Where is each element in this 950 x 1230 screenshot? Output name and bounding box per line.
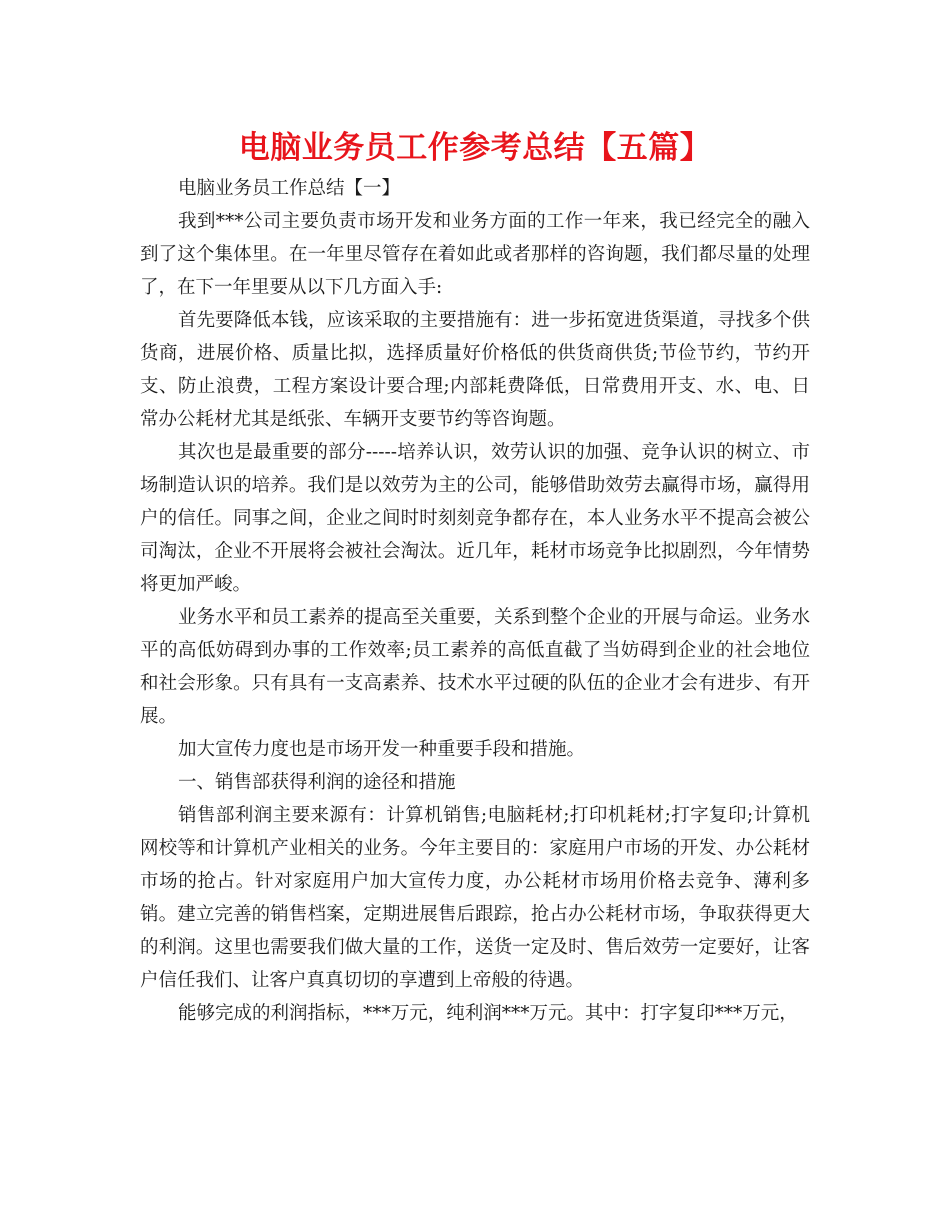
paragraph-profit-sources: 销售部利润主要来源有：计算机销售;电脑耗材;打印机耗材;打字复印;计算机网校等和计算机产业相关的业务。今年主要目的：家庭用户市场的开发、办公耗材市场的抢占。针对家庭用户加大宣传力度，办公耗材市场用价格去竞争、薄利多销。建立完善的销售档案，定期进展售后跟踪，抢占办公耗材市场，争取获得更大的利润。这里也需要我们做大量的工作，送货一定及时、售后效劳一定要好，让客户信任我们、让客户真真切切的享遭到上帝般的待遇。 bbox=[140, 805, 810, 991]
section-subtitle: 电脑业务员工作总结【一】 bbox=[178, 178, 401, 199]
document-title: 电脑业务员工作参考总结【五篇】 bbox=[238, 130, 712, 166]
paragraph-publicity: 加大宣传力度也是市场开发一种重要手段和措施。 bbox=[178, 739, 586, 760]
paragraph-staff-quality: 业务水平和员工素养的提高至关重要，关系到整个企业的开展与命运。业务水平的高低妨碍到办事的工作效率;员工素养的高低直截了当妨碍到企业的社会地位和社会形象。只有具有一支高素养、技术水平过硬的队伍的企业才会有进步、有开展。 bbox=[140, 607, 810, 727]
paragraph-intro: 我到***公司主要负责市场开发和业务方面的工作一年来，我已经完全的融入到了这个集体里。在一年里尽管存在着如此或者那样的咨询题，我们都尽量的处理了，在下一年里要从以下几方面入手: bbox=[140, 211, 810, 298]
paragraph-profit-target: 能够完成的利润指标，***万元，纯利润***万元。其中：打字复印***万元， bbox=[178, 1003, 798, 1024]
paragraph-awareness: 其次也是最重要的部分-----培养认识，效劳认识的加强、竞争认识的树立、市场制造认识的培养。我们是以效劳为主的公司，能够借助效劳去赢得市场，赢得用户的信任。同事之间，企业之间时时刻刻竞争都存在，本人业务水平不提高会被公司淘汰，企业不开展将会被社会淘汰。近几年，耗材市场竞争比拟剧烈，今年情势将更加严峻。 bbox=[140, 442, 810, 595]
section-heading-profit: 一、销售部获得利润的途径和措施 bbox=[178, 772, 456, 793]
document-body bbox=[140, 172, 810, 1030]
paragraph-cost-reduction: 首先要降低本钱，应该采取的主要措施有：进一步拓宽进货渠道，寻找多个供货商，进展价格、质量比拟，选择质量好价格低的供货商供货;节俭节约，节约开支、防止浪费，工程方案设计要合理;内部耗费降低，日常费用开支、水、电、日常办公耗材尤其是纸张、车辆开支要节约等咨询题。 bbox=[140, 310, 810, 430]
